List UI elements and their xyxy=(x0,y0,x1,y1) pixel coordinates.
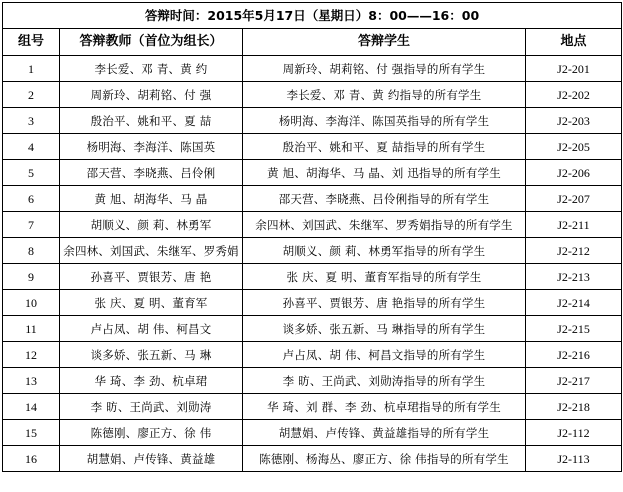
table-row xyxy=(3,186,622,212)
table-row xyxy=(3,82,622,108)
students-cell: 卢占凤、胡 伟、柯昌文指导的所有学生 xyxy=(243,342,526,368)
students-header: 答辩学生 xyxy=(243,29,526,56)
teachers-cell: 黄 旭、胡海华、马 晶 xyxy=(60,186,243,212)
room-cell: J2-112 xyxy=(526,420,622,446)
group-number-cell: 6 xyxy=(3,186,60,212)
room-cell: J2-212 xyxy=(526,238,622,264)
table-row xyxy=(3,368,622,394)
group-number-cell: 4 xyxy=(3,134,60,160)
teachers-header: 答辩教师（首位为组长） xyxy=(60,29,243,56)
room-cell: J2-216 xyxy=(526,342,622,368)
group-number-cell: 8 xyxy=(3,238,60,264)
group-number-cell: 12 xyxy=(3,342,60,368)
students-cell: 谈多娇、张五新、马 琳指导的所有学生 xyxy=(243,316,526,342)
teachers-cell: 邵天营、李晓燕、吕伶俐 xyxy=(60,160,243,186)
room-cell: J2-213 xyxy=(526,264,622,290)
room-cell: J2-201 xyxy=(526,56,622,82)
table-row xyxy=(3,446,622,472)
group-number-cell: 1 xyxy=(3,56,60,82)
group-header: 组号 xyxy=(3,29,60,56)
room-cell: J2-113 xyxy=(526,446,622,472)
table-row xyxy=(3,264,622,290)
students-cell: 邵天营、李晓燕、吕伶俐指导的所有学生 xyxy=(243,186,526,212)
table-row xyxy=(3,160,622,186)
teachers-cell: 余四林、刘国武、朱继军、罗秀娟 xyxy=(60,238,243,264)
teachers-cell: 李长爱、邓 青、黄 约 xyxy=(60,56,243,82)
table-row xyxy=(3,316,622,342)
group-number-cell: 3 xyxy=(3,108,60,134)
teachers-cell: 陈德刚、廖正方、徐 伟 xyxy=(60,420,243,446)
teachers-cell: 孙喜平、贾银芳、唐 艳 xyxy=(60,264,243,290)
room-cell: J2-205 xyxy=(526,134,622,160)
title-row xyxy=(3,3,622,29)
teachers-cell: 华 琦、李 劲、杭卓珺 xyxy=(60,368,243,394)
table-row xyxy=(3,342,622,368)
teachers-cell: 殷治平、姚和平、夏 喆 xyxy=(60,108,243,134)
room-cell: J2-203 xyxy=(526,108,622,134)
room-cell: J2-215 xyxy=(526,316,622,342)
schedule-title: 答辩时间：2015年5月17日（星期日）8：00——16：00 xyxy=(3,3,622,29)
group-number-cell: 7 xyxy=(3,212,60,238)
teachers-cell: 张 庆、夏 明、董育军 xyxy=(60,290,243,316)
students-cell: 胡顺义、颜 莉、林勇军指导的所有学生 xyxy=(243,238,526,264)
students-cell: 殷治平、姚和平、夏 喆指导的所有学生 xyxy=(243,134,526,160)
students-cell: 孙喜平、贾银芳、唐 艳指导的所有学生 xyxy=(243,290,526,316)
students-cell: 张 庆、夏 明、董育军指导的所有学生 xyxy=(243,264,526,290)
teachers-cell: 谈多娇、张五新、马 琳 xyxy=(60,342,243,368)
teachers-cell: 胡慧娟、卢传锋、黄益雄 xyxy=(60,446,243,472)
room-cell: J2-207 xyxy=(526,186,622,212)
room-cell: J2-211 xyxy=(526,212,622,238)
teachers-cell: 杨明海、李海洋、陈国英 xyxy=(60,134,243,160)
table-row xyxy=(3,394,622,420)
students-cell: 黄 旭、胡海华、马 晶、刘 迅指导的所有学生 xyxy=(243,160,526,186)
header-row xyxy=(3,29,622,56)
room-cell: J2-202 xyxy=(526,82,622,108)
students-cell: 杨明海、李海洋、陈国英指导的所有学生 xyxy=(243,108,526,134)
table-row xyxy=(3,238,622,264)
group-number-cell: 16 xyxy=(3,446,60,472)
teachers-cell: 李 昉、王尚武、刘勋涛 xyxy=(60,394,243,420)
students-cell: 胡慧娟、卢传锋、黄益雄指导的所有学生 xyxy=(243,420,526,446)
group-number-cell: 13 xyxy=(3,368,60,394)
table-row xyxy=(3,420,622,446)
room-cell: J2-206 xyxy=(526,160,622,186)
students-cell: 陈德刚、杨海丛、廖正方、徐 伟指导的所有学生 xyxy=(243,446,526,472)
table-row xyxy=(3,108,622,134)
teachers-cell: 胡顺义、颜 莉、林勇军 xyxy=(60,212,243,238)
students-cell: 李长爱、邓 青、黄 约指导的所有学生 xyxy=(243,82,526,108)
room-cell: J2-214 xyxy=(526,290,622,316)
students-cell: 李 昉、王尚武、刘勋涛指导的所有学生 xyxy=(243,368,526,394)
room-cell: J2-217 xyxy=(526,368,622,394)
teachers-cell: 周新玲、胡莉铭、付 强 xyxy=(60,82,243,108)
students-cell: 华 琦、刘 群、李 劲、杭卓珺指导的所有学生 xyxy=(243,394,526,420)
table-row xyxy=(3,212,622,238)
students-cell: 余四林、刘国武、朱继军、罗秀娟指导的所有学生 xyxy=(243,212,526,238)
room-header: 地点 xyxy=(526,29,622,56)
group-number-cell: 9 xyxy=(3,264,60,290)
group-number-cell: 11 xyxy=(3,316,60,342)
table-row xyxy=(3,134,622,160)
group-number-cell: 5 xyxy=(3,160,60,186)
table-row xyxy=(3,56,622,82)
teachers-cell: 卢占凤、胡 伟、柯昌文 xyxy=(60,316,243,342)
group-number-cell: 15 xyxy=(3,420,60,446)
room-cell: J2-218 xyxy=(526,394,622,420)
group-number-cell: 2 xyxy=(3,82,60,108)
group-number-cell: 10 xyxy=(3,290,60,316)
group-number-cell: 14 xyxy=(3,394,60,420)
students-cell: 周新玲、胡莉铭、付 强指导的所有学生 xyxy=(243,56,526,82)
defense-schedule-table xyxy=(2,2,622,472)
table-row xyxy=(3,290,622,316)
